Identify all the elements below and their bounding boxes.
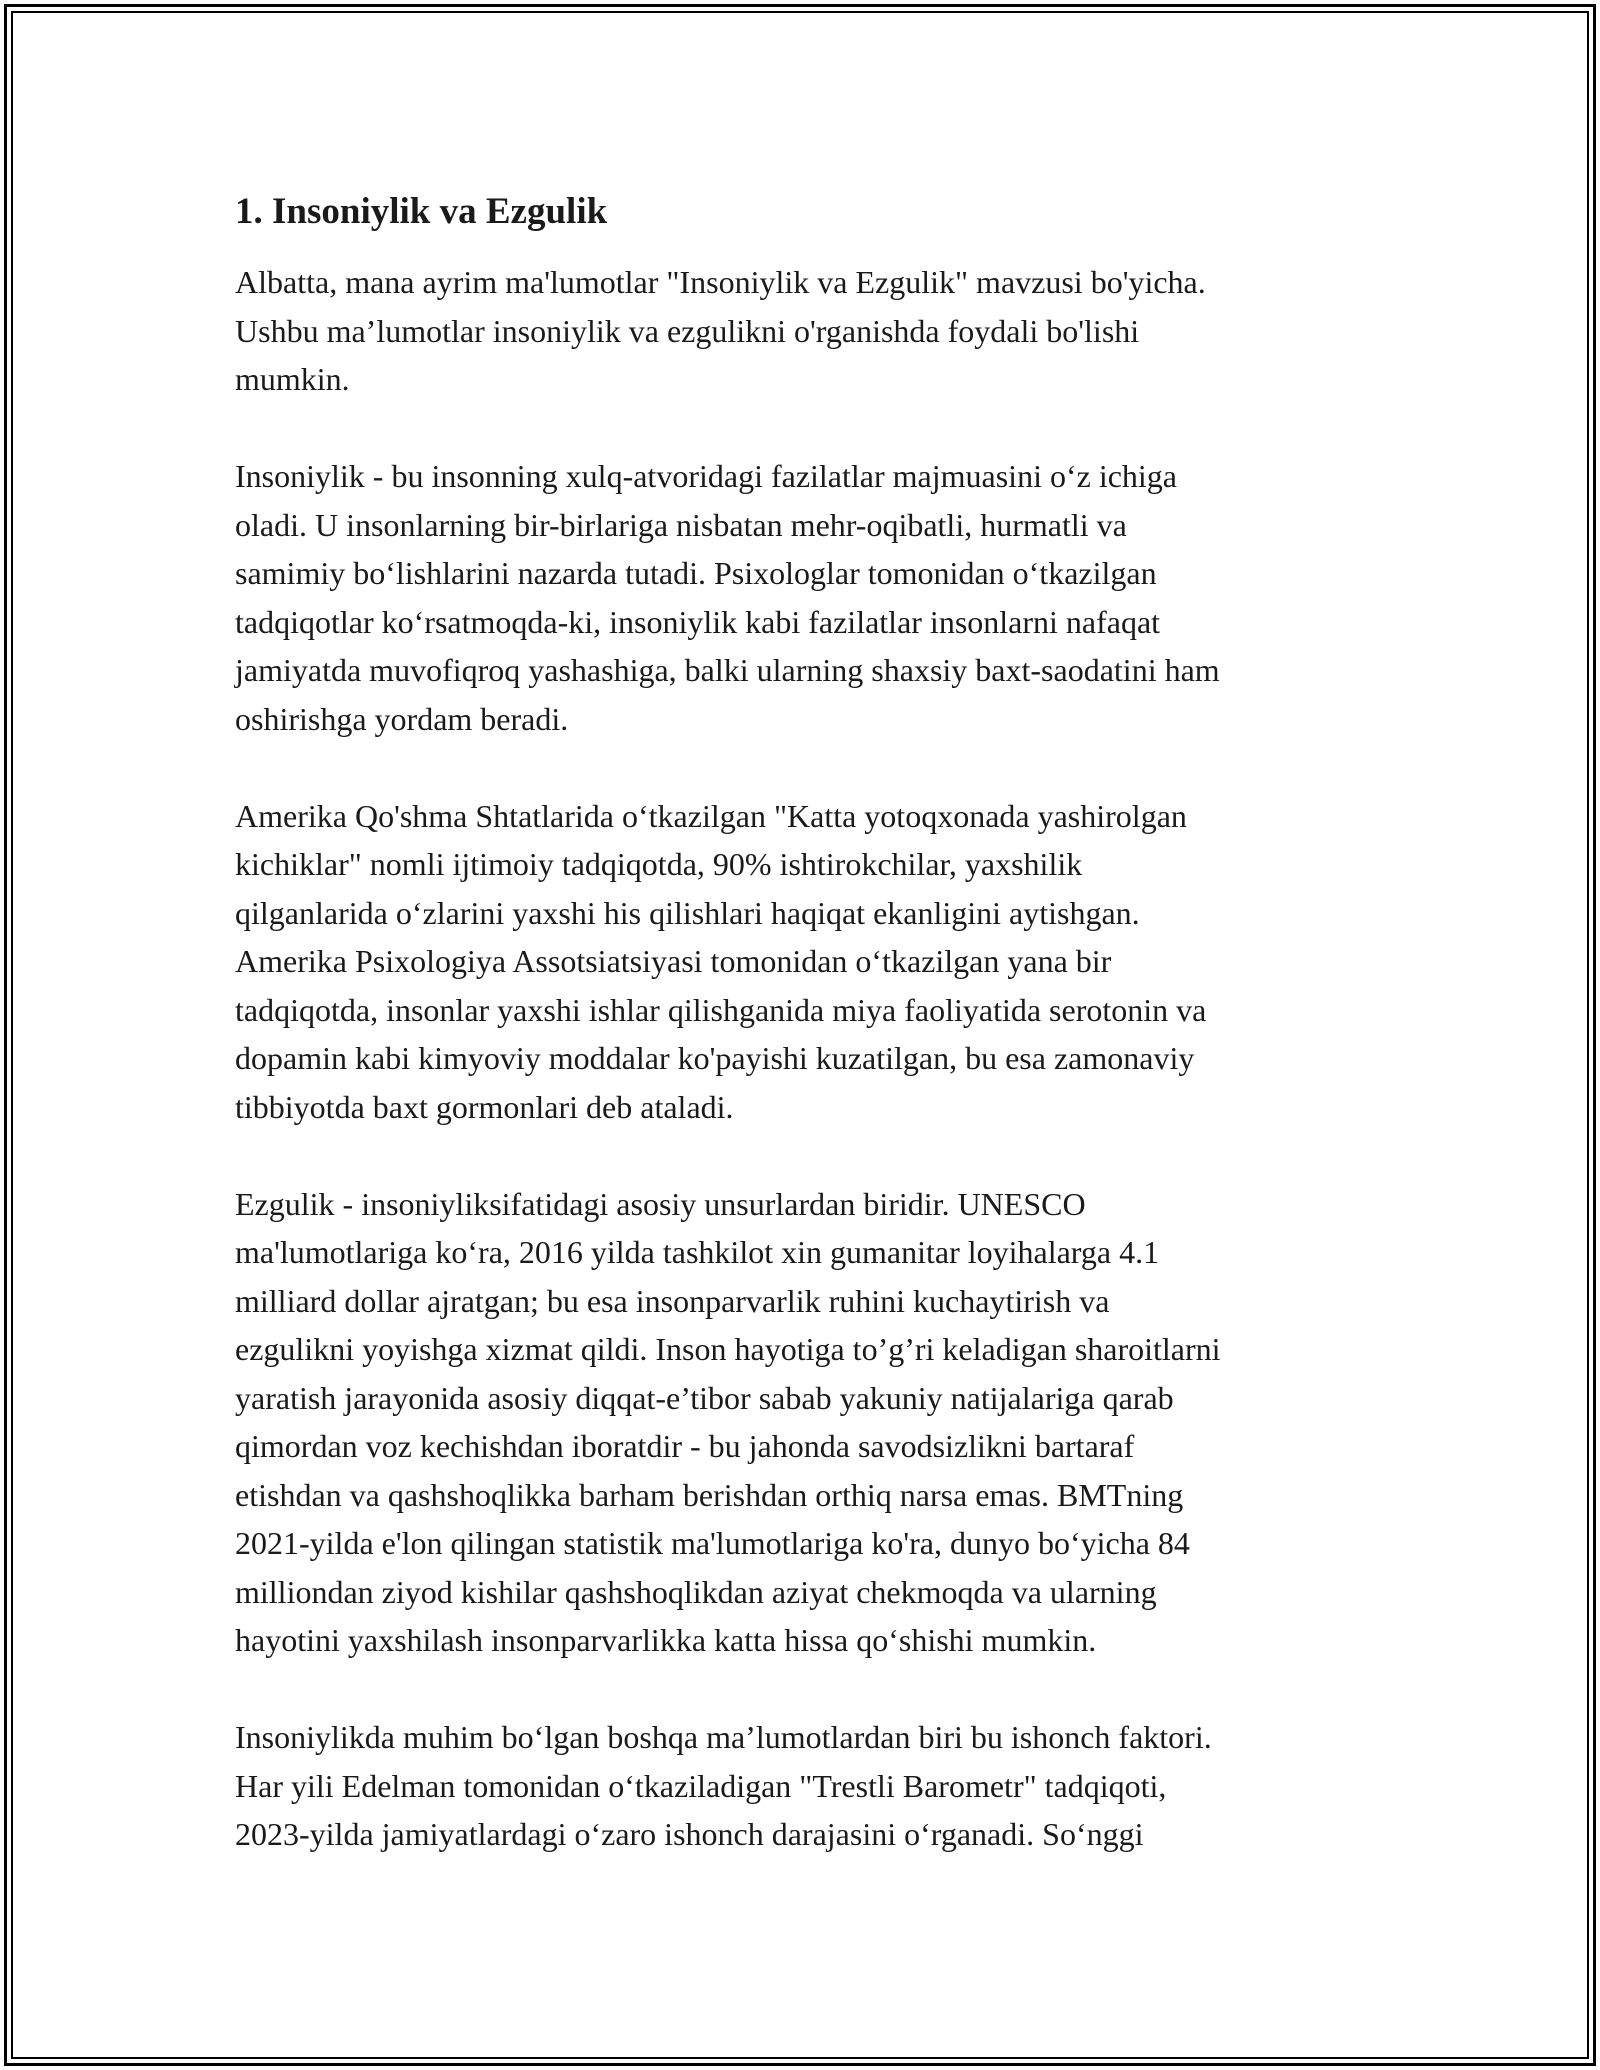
text-line: Ushbu ma’lumotlar insoniylik va ezgulikni o'rganishda foydali bo'lishi (235, 312, 1140, 349)
paragraph-ezgulik (235, 1180, 1375, 1665)
text-line: jamiyatda muvofiqroq yashashiga, balki ularning shaxsiy baxt-saodatini ham (235, 652, 1220, 688)
text-line: samimiy boʻlishlarini nazarda tutadi. Psixologlar tomonidan oʻtkazilgan (235, 555, 1157, 591)
text-line: Insoniylikda muhim boʻlgan boshqa ma’lumotlardan biri bu ishonch faktori. (235, 1719, 1212, 1755)
text-line: oshirishga yordam beradi. (235, 700, 569, 737)
text-line: qimordan voz kechishdan iboratdir - bu jahonda savodsizlikni bartaraf (235, 1428, 1135, 1464)
text-line: Ezgulik - insoniyliksifatidagi asosiy unsurlardan biridir. UNESCO (235, 1185, 1086, 1222)
text-line: Insoniylik - bu insonning xulq-atvoridagi fazilatlar majmuasini oʻz ichiga (235, 458, 1177, 494)
text-line: 2023-yilda jamiyatlardagi oʻzaro ishonch darajasini oʻrganadi. Soʻnggi (235, 1816, 1144, 1852)
text-line: milliard dollar ajratgan; bu esa insonparvarlik ruhini kuchaytirish va (235, 1282, 1110, 1319)
text-line: qilganlarida oʻzlarini yaxshi his qilishlari haqiqat ekanligini aytishgan. (235, 894, 1140, 931)
text-line: 2021-yilda e'lon qilingan statistik ma'lumotlariga ko'ra, dunyo boʻyicha 84 (235, 1525, 1190, 1561)
text-line: Albatta, mana ayrim ma'lumotlar "Insoniylik va Ezgulik" mavzusi bo'yicha. (235, 264, 1206, 300)
text-line: tadqiqotda, insonlar yaxshi ishlar qilishganida miya faoliyatida serotonin va (235, 991, 1207, 1028)
text-line: yaratish jarayonida asosiy diqqat-e’tibor sabab yakuniy natijalariga qarab (235, 1379, 1174, 1416)
section-heading: 1. Insoniylik va Ezgulik (235, 191, 608, 232)
text-line: oladi. U insonlarning bir-birlariga nisbatan mehr-oqibatli, hurmatli va (235, 506, 1127, 543)
paragraph-trust (235, 1713, 1375, 1859)
text-line: tibbiyotda baxt gormonlari deb ataladi. (235, 1088, 734, 1125)
paragraph-insoniylik-definition (235, 452, 1375, 743)
text-line: Amerika Qo'shma Shtatlarida oʻtkazilgan "Katta yotoqxonada yashirolgan (235, 797, 1187, 834)
text-line: milliondan ziyod kishilar qashshoqlikdan aziyat chekmoqda va ularning (235, 1573, 1157, 1610)
text-line: kichiklar" nomli ijtimoiy tadqiqotda, 90% ishtirokchilar, yaxshilik (235, 846, 1083, 882)
text-line: dopamin kabi kimyoviy moddalar ko'payishi kuzatilgan, bu esa zamonaviy (235, 1040, 1195, 1076)
text-line: ma'lumotlariga koʻra, 2016 yilda tashkilot xin gumanitar loyihalarga 4.1 (235, 1234, 1160, 1270)
text-line: etishdan va qashshoqlikka barham berishdan orthiq narsa emas. BMTning (235, 1476, 1184, 1513)
paragraph-intro (235, 258, 1375, 404)
text-line: hayotini yaxshilash insonparvarlikka katta hissa qoʻshishi mumkin. (235, 1622, 1097, 1658)
paragraph-research (235, 792, 1375, 1132)
text-line: tadqiqotlar koʻrsatmoqda-ki, insoniylik kabi fazilatlar insonlarni nafaqat (235, 603, 1161, 640)
document-content (235, 186, 1375, 1907)
text-line: mumkin. (235, 361, 350, 397)
text-line: Amerika Psixologiya Assotsiatsiyasi tomonidan oʻtkazilgan yana bir (235, 943, 1112, 979)
text-line: ezgulikni yoyishga xizmat qildi. Inson hayotiga to’g’ri keladigan sharoitlarni (235, 1331, 1221, 1367)
text-line: Har yili Edelman tomonidan oʻtkaziladigan "Trestli Barometr" tadqiqoti, (235, 1767, 1167, 1804)
